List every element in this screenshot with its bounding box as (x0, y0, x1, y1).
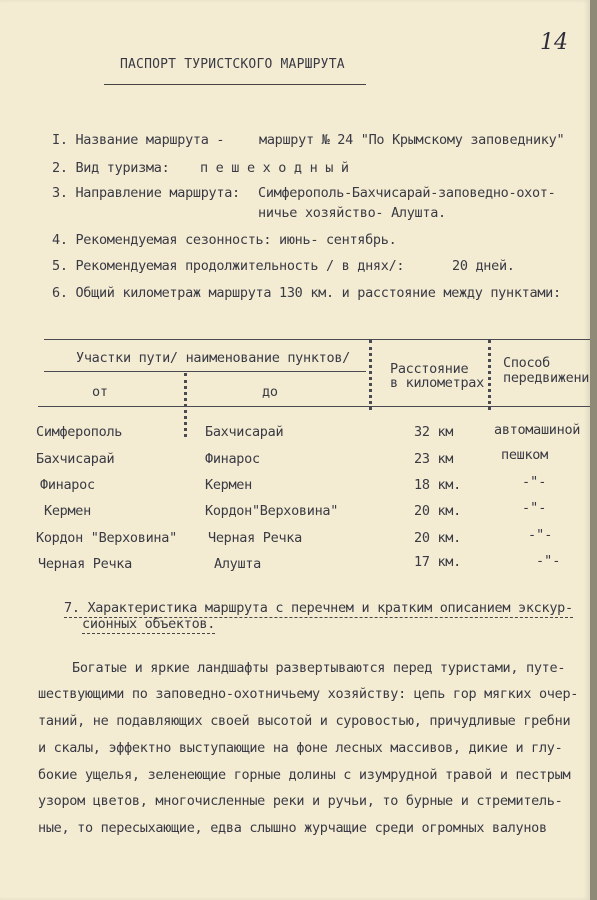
table-row-to: Финарос (205, 451, 260, 467)
table-row-from: Черная Речка (38, 556, 132, 572)
paragraph-line: и скалы, эффектно выступающие на фоне лесных массивов, дикие и глу- (38, 740, 563, 756)
table-top-rule (44, 339, 590, 340)
table-row-to: Кермен (205, 477, 252, 493)
table-row-from: Кермен (44, 503, 91, 519)
header-method-line1: Способ (503, 355, 550, 371)
paragraph-line: таний, не подавляющих своей высотой и суровостью, причудливые гребни (38, 713, 571, 729)
header-distance-line1: Расстояние (390, 361, 469, 377)
table-row-distance: 18 км. (414, 477, 461, 493)
header-sections: Участки пути/ наименование пунктов/ (76, 350, 350, 366)
item-6: 6. Общий километраж маршрута 130 км. и расстояние между пунктами: (52, 285, 561, 301)
item-1-label: I. Название маршрута - (52, 132, 225, 148)
table-row-from: Кордон "Верховина" (36, 530, 177, 546)
table-header-split-rule (44, 371, 366, 372)
table-row-distance: 20 км. (414, 530, 461, 546)
table-row-method: -"- (522, 500, 547, 516)
paragraph-line: узором цветов, многочисленные реки и ручьи, то бурные и стремитель- (38, 793, 563, 809)
item-5-label: 5. Рекомендуемая продолжительность / в днях/: (52, 258, 405, 274)
page-edge (590, 0, 597, 900)
paragraph-line: Богатые и яркие ландшафты развертываются перед туристами, путе- (72, 660, 566, 676)
section-7-heading-line1: 7. Характеристика маршрута с перечнем и кратким описанием экскур- (64, 600, 573, 616)
paragraph-line: бокие ущелья, зеленеющие горные долины с изумрудной травой и пестрым (38, 767, 571, 783)
header-to: до (262, 384, 278, 400)
table-row-from: Финарос (40, 477, 95, 493)
table-row-to: Черная Речка (208, 530, 302, 546)
table-row-method: автомашиной (494, 422, 581, 438)
item-4: 4. Рекомендуемая сезонность: июнь- сентябрь. (52, 232, 397, 248)
table-row-distance: 23 км (414, 451, 454, 467)
table-row-method: -"- (536, 553, 561, 569)
document-title: ПАСПОРТ ТУРИСТСКОГО МАРШРУТА (120, 57, 345, 72)
item-1-value: маршрут № 24 "По Крымскому заповеднику" (259, 132, 565, 148)
item-5-value: 20 дней. (452, 258, 515, 274)
title-underline (104, 84, 366, 85)
header-method-line2: передвижени (503, 370, 590, 386)
item-2-label: 2. Вид туризма: (52, 160, 170, 176)
table-row-to: Кордон"Верховина" (205, 503, 339, 519)
table-header-bottom-rule (38, 406, 590, 407)
item-2-value: п е ш е х о д н ы й (200, 160, 349, 176)
column-divider (488, 340, 491, 410)
table-row-method: пешком (501, 447, 548, 463)
item-3-value-line2: ничье хозяйство- Алушта. (258, 205, 446, 221)
table-row-from: Симферополь (36, 424, 123, 440)
table-row-to: Бахчисарай (205, 424, 284, 440)
header-from: от (92, 384, 108, 400)
table-row-distance: 20 км. (414, 503, 461, 519)
paragraph-line: шествующими по заповедно-охотничьему хозяйству: цепь гор мягких очер- (38, 686, 579, 702)
item-3-label: 3. Направление маршрута: (52, 185, 240, 201)
table-row-method: -"- (528, 527, 553, 543)
table-row-from: Бахчисарай (36, 451, 115, 467)
column-divider (369, 340, 372, 410)
section-7-heading-line2: сионных объектов. (82, 616, 216, 632)
table-row-method: -"- (522, 474, 547, 490)
page-number: 14 (540, 30, 568, 55)
paragraph-line: ные, то пересыхающие, едва слышно журчащие среди огромных валунов (38, 820, 547, 836)
table-row-distance: 17 км. (414, 554, 461, 570)
column-divider (184, 373, 187, 437)
item-3-value-line1: Симферополь-Бахчисарай-заповедно-охот- (258, 185, 556, 201)
header-distance-line2: в километрах (390, 375, 484, 391)
table-row-distance: 32 км (414, 424, 454, 440)
table-row-to: Алушта (214, 556, 261, 572)
